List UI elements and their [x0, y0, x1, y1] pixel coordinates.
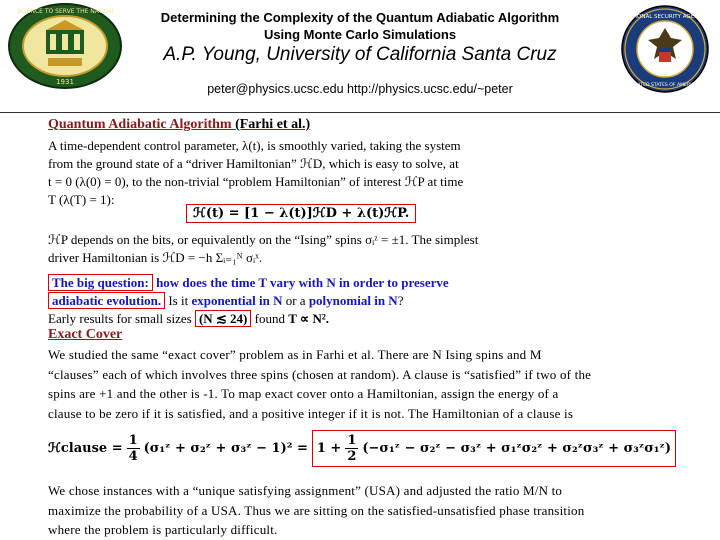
- section-heading-qaa: [48, 117, 310, 133]
- big-question-block: [48, 274, 568, 328]
- early-results-found: found: [254, 311, 285, 326]
- header-divider: [0, 112, 720, 113]
- hamiltonian-equation: ℋ(t) = [1 − λ(t)]ℋD + λ(t)ℋP.: [193, 206, 410, 221]
- intro-line-2: from the ground state of a “driver Hamiltonian” ℋD, which is easy to solve, at: [48, 156, 459, 171]
- paragraph-intro: [48, 137, 568, 209]
- exact-cover-line-3: spins are +1 and the other is -1. To map exact cover onto a Hamiltonian, assign the energy of a: [48, 386, 559, 401]
- clause-frac1-den: 4: [128, 449, 138, 464]
- clause-lhs: ℋclause =: [48, 441, 123, 456]
- intro-line-3: t = 0 (λ(0) = 0), to the non-trivial “problem Hamiltonian” of interest ℋP at time: [48, 174, 464, 189]
- title-line-1: Determining the Complexity of the Quantum Adiabatic Algorithm: [160, 10, 560, 25]
- big-question-text: how does the time T vary with N in order to preserve: [156, 275, 449, 290]
- intro-line-4: T (λ(T) = 1):: [48, 192, 115, 207]
- ucsc-seal-top-text: SCIENCE TO SERVE THE NATION: [16, 8, 114, 15]
- question-polynomial: polynomial in N: [308, 293, 398, 308]
- ucsc-seal-bottom-text: 1931: [56, 78, 74, 86]
- usa-line-3: where the problem is particularly difficult.: [48, 522, 278, 537]
- author-line: A.P. Young, University of California Santa Cruz: [163, 44, 557, 65]
- ucsc-seal-icon: [6, 2, 124, 90]
- nsa-bottom-text: UNITED STATES OF AMERICA: [632, 83, 698, 88]
- section-heading-text: Quantum Adiabatic Algorithm: [48, 117, 232, 132]
- clause-frac1-num: 1: [128, 433, 138, 448]
- intro-line-1: A time-dependent control parameter, λ(t), is smoothly varied, taking the system: [48, 138, 461, 153]
- question-exponential: exponential in N: [191, 293, 283, 308]
- usa-line-1: We chose instances with a “unique satisfying assignment” (USA) and adjusted the ratio M/N to: [48, 483, 563, 498]
- driver-line-1: ℋP depends on the bits, or equivalently on the “Ising” spins σᵢᶻ = ±1. The simplest: [48, 232, 479, 247]
- nsa-seal-icon: [620, 4, 710, 94]
- clause-fraction-2: [345, 433, 358, 464]
- section-heading-suffix: (Farhi et al.): [235, 117, 311, 132]
- exact-cover-line-1: We studied the same “exact cover” problem as in Farhi et al. There are N Ising spins and M: [48, 347, 542, 362]
- nsa-ring-text: NATIONAL SECURITY AGENCY: [624, 14, 706, 20]
- clause-frac2-num: 1: [347, 433, 357, 448]
- early-results-text: Early results for small sizes: [48, 311, 192, 326]
- usa-line-2: maximize the probability of a USA. Thus we are sitting on the satisfied-unsatisfied phase transition: [48, 502, 585, 518]
- clause-box-one: 1 +: [316, 441, 342, 456]
- paragraph-driver: [48, 231, 568, 267]
- big-question-label: The big question:: [48, 274, 153, 291]
- exact-cover-line-4: clause to be zero if it is satisfied, and a positive integer if it is not. The Hamiltonian of a clause is: [48, 405, 574, 421]
- adiabatic-evolution-label: adiabatic evolution.: [48, 292, 165, 309]
- section-heading-exact-cover: Exact Cover: [48, 327, 123, 342]
- title-line-2: Using Monte Carlo Simulations: [263, 27, 457, 42]
- question-or: or a: [285, 293, 306, 308]
- driver-line-2: driver Hamiltonian is ℋD = −h Σᵢ₌₁ᴺ σᵢˣ.: [48, 250, 263, 265]
- clause-equation: [48, 430, 676, 467]
- clause-middle: (σ₁ᶻ + σ₂ᶻ + σ₃ᶻ − 1)² =: [143, 441, 308, 456]
- contact-line: peter@physics.ucsc.edu http://physics.ucsc.edu/~peter: [207, 82, 513, 96]
- clause-fraction-1: [127, 433, 140, 464]
- clause-boxed-expression: [312, 430, 676, 467]
- clause-box-rest: (−σ₁ᶻ − σ₂ᶻ − σ₃ᶻ + σ₁ᶻσ₂ᶻ + σ₂ᶻσ₃ᶻ + σ₃ᶻσ₁ᶻ): [362, 441, 672, 456]
- early-results-scaling: T ∝ N².: [288, 311, 329, 326]
- clause-frac2-den: 2: [347, 449, 357, 464]
- paragraph-usa: [48, 481, 708, 540]
- early-results-range: (N ≲ 24): [195, 310, 251, 327]
- hamiltonian-equation-box: [186, 204, 416, 223]
- exact-cover-line-2: “clauses” each of which involves three spins (chosen at random). A clause is “satisfied” if two of the: [48, 366, 592, 382]
- question-mark: ?: [397, 293, 404, 308]
- question-is-it: Is it: [168, 293, 189, 308]
- paragraph-exact-cover: [48, 345, 708, 423]
